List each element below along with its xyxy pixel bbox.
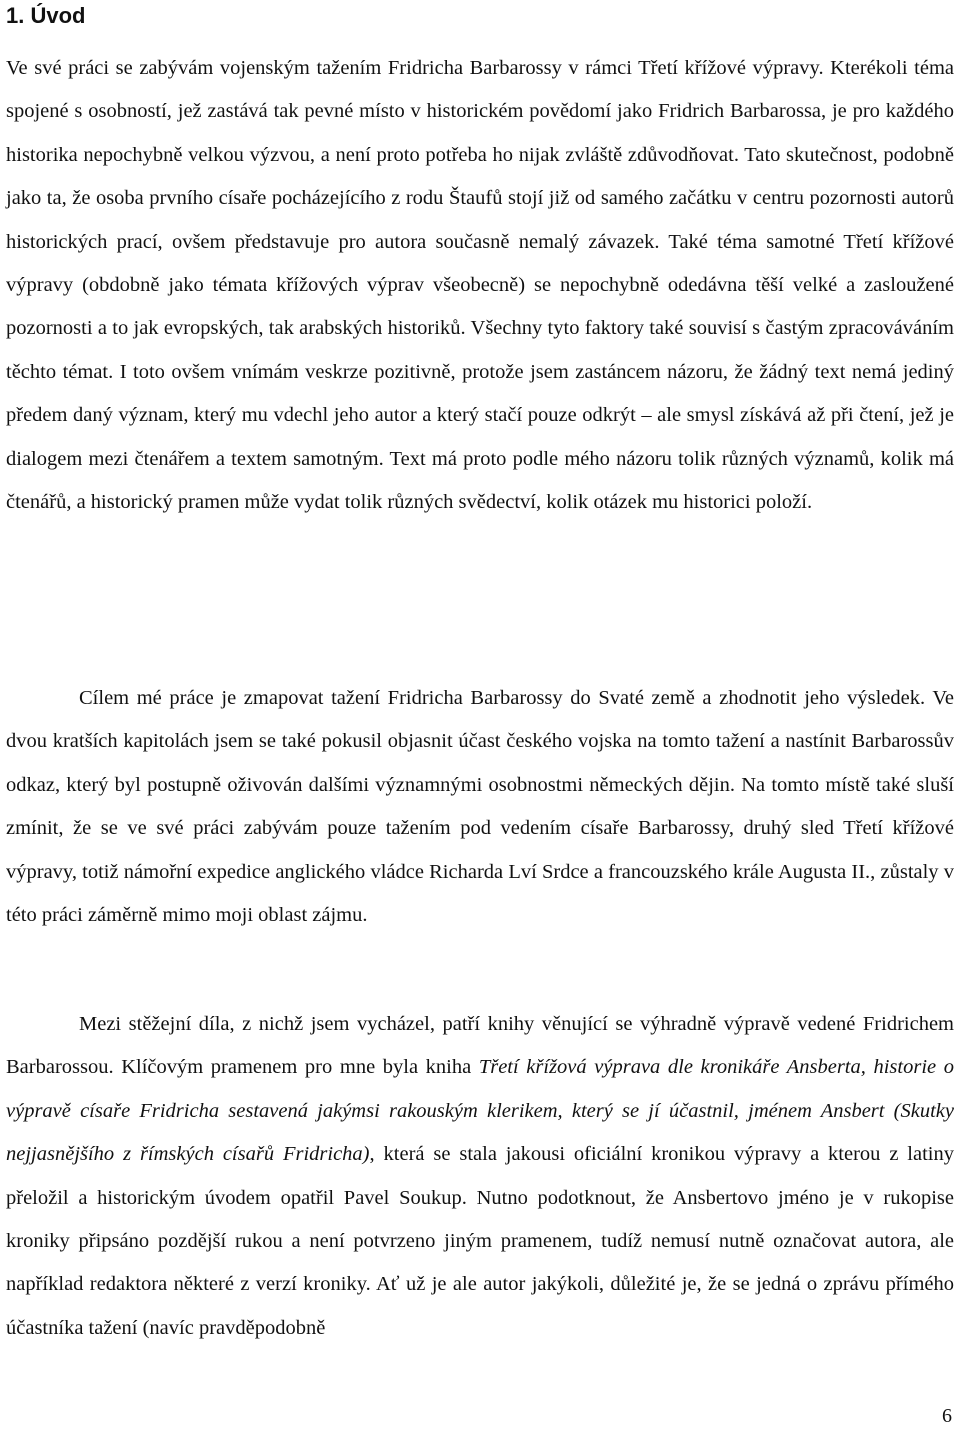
paragraph-1: [6, 47, 954, 524]
paragraph-1-text: Ve své práci se zabývám vojenským tažením Fridricha Barbarossy v rámci Třetí křížové výpravy. Kterékoli téma spojené s osobností, jež zastává tak pevné místo v historickém povědomí jako Fridrich Barbarossa, je pro každého historika nepochybně velkou výzvou, a není proto potřeba ho nijak zvláště zdůvodňovat. Tato skutečnost, podobně jako ta, že osoba prvního císaře pocházejícího z rodu Štaufů stojí již od samého začátku v centru pozornosti autorů historických prací, ovšem představuje pro autora současně nemalý závazek. Také téma samotné Třetí křížové výpravy (obdobně jako témata křížových výprav všeobecně) se nepochybně odedávna těší velké a zasloužené pozornosti a to jak evropských, tak arabských historiků. Všechny tyto faktory také souvisí s častým zpracováváním těchto témat. I toto ovšem vnímám veskrze pozitivně, protože jsem zastáncem názoru, že žádný text nemá jediný předem daný význam, který mu vdechl jeho autor a který stačí pouze odkrýt – ale smysl získává až při čtení, jež je dialogem mezi čtenářem a textem samotným. Text má proto podle mého názoru tolik různých významů, kolik má čtenářů, a historický pramen může vydat tolik různých svědectví, kolik otázek mu historici položí.: [6, 57, 954, 514]
paragraph-3-text-start: Mezi stěžejní díla, z nichž jsem vycházel, patří knihy věnující se výhradně výpravě vedené Fridrichem Barbarossou. Klíčovým pramenem pro mne byla kniha: [6, 1013, 954, 1079]
chapter-heading: 1. Úvod: [6, 3, 86, 28]
paragraph-3: [6, 1003, 954, 1350]
paragraph-2-text: Cílem mé práce je zmapovat tažení Fridricha Barbarossy do Svaté země a zhodnotit jeho výsledek. Ve dvou kratších kapitolách jsem se také pokusil objasnit účast českého vojska na tomto tažení a nastínit Barbarossův odkaz, který byl postupně oživován dalšími významnými osobnostmi německých dějin. Na tomto místě také sluší zmínit, že se ve své práci zabývám pouze tažením pod vedením císaře Barbarossy, druhý sled Třetí křížové výpravy, totiž námořní expedice anglického vládce Richarda Lví Srdce a francouzského krále Augusta II., zůstaly v této práci záměrně mimo moji oblast zájmu.: [6, 687, 954, 927]
book-title-italic: Třetí křížová výprava dle kronikáře Ansberta, historie o výpravě císaře Fridricha sestavená jakýmsi rakouským klerikem, který se jí účastnil, jménem Ansbert (Skutky nejjasnějšího z římských císařů Fridricha): [6, 1056, 954, 1166]
paragraph-2: [6, 677, 954, 937]
page-number: 6: [942, 1405, 952, 1427]
paragraph-3-text-end: , která se stala jakousi oficiální kronikou výpravy a kterou z latiny přeložil a historickým úvodem opatřil Pavel Soukup. Nutno podotknout, že Ansbertovo jméno je v rukopise kroniky připsáno pozdější rukou a není potvrzeno jiným pramenem, tudíž nemusí nutně označovat autora, ale například redaktora některé z verzí kroniky. Ať už je ale autor jakýkoli, důležité je, že se jedná o zprávu přímého účastníka tažení (navíc pravděpodobně: [6, 1143, 954, 1339]
